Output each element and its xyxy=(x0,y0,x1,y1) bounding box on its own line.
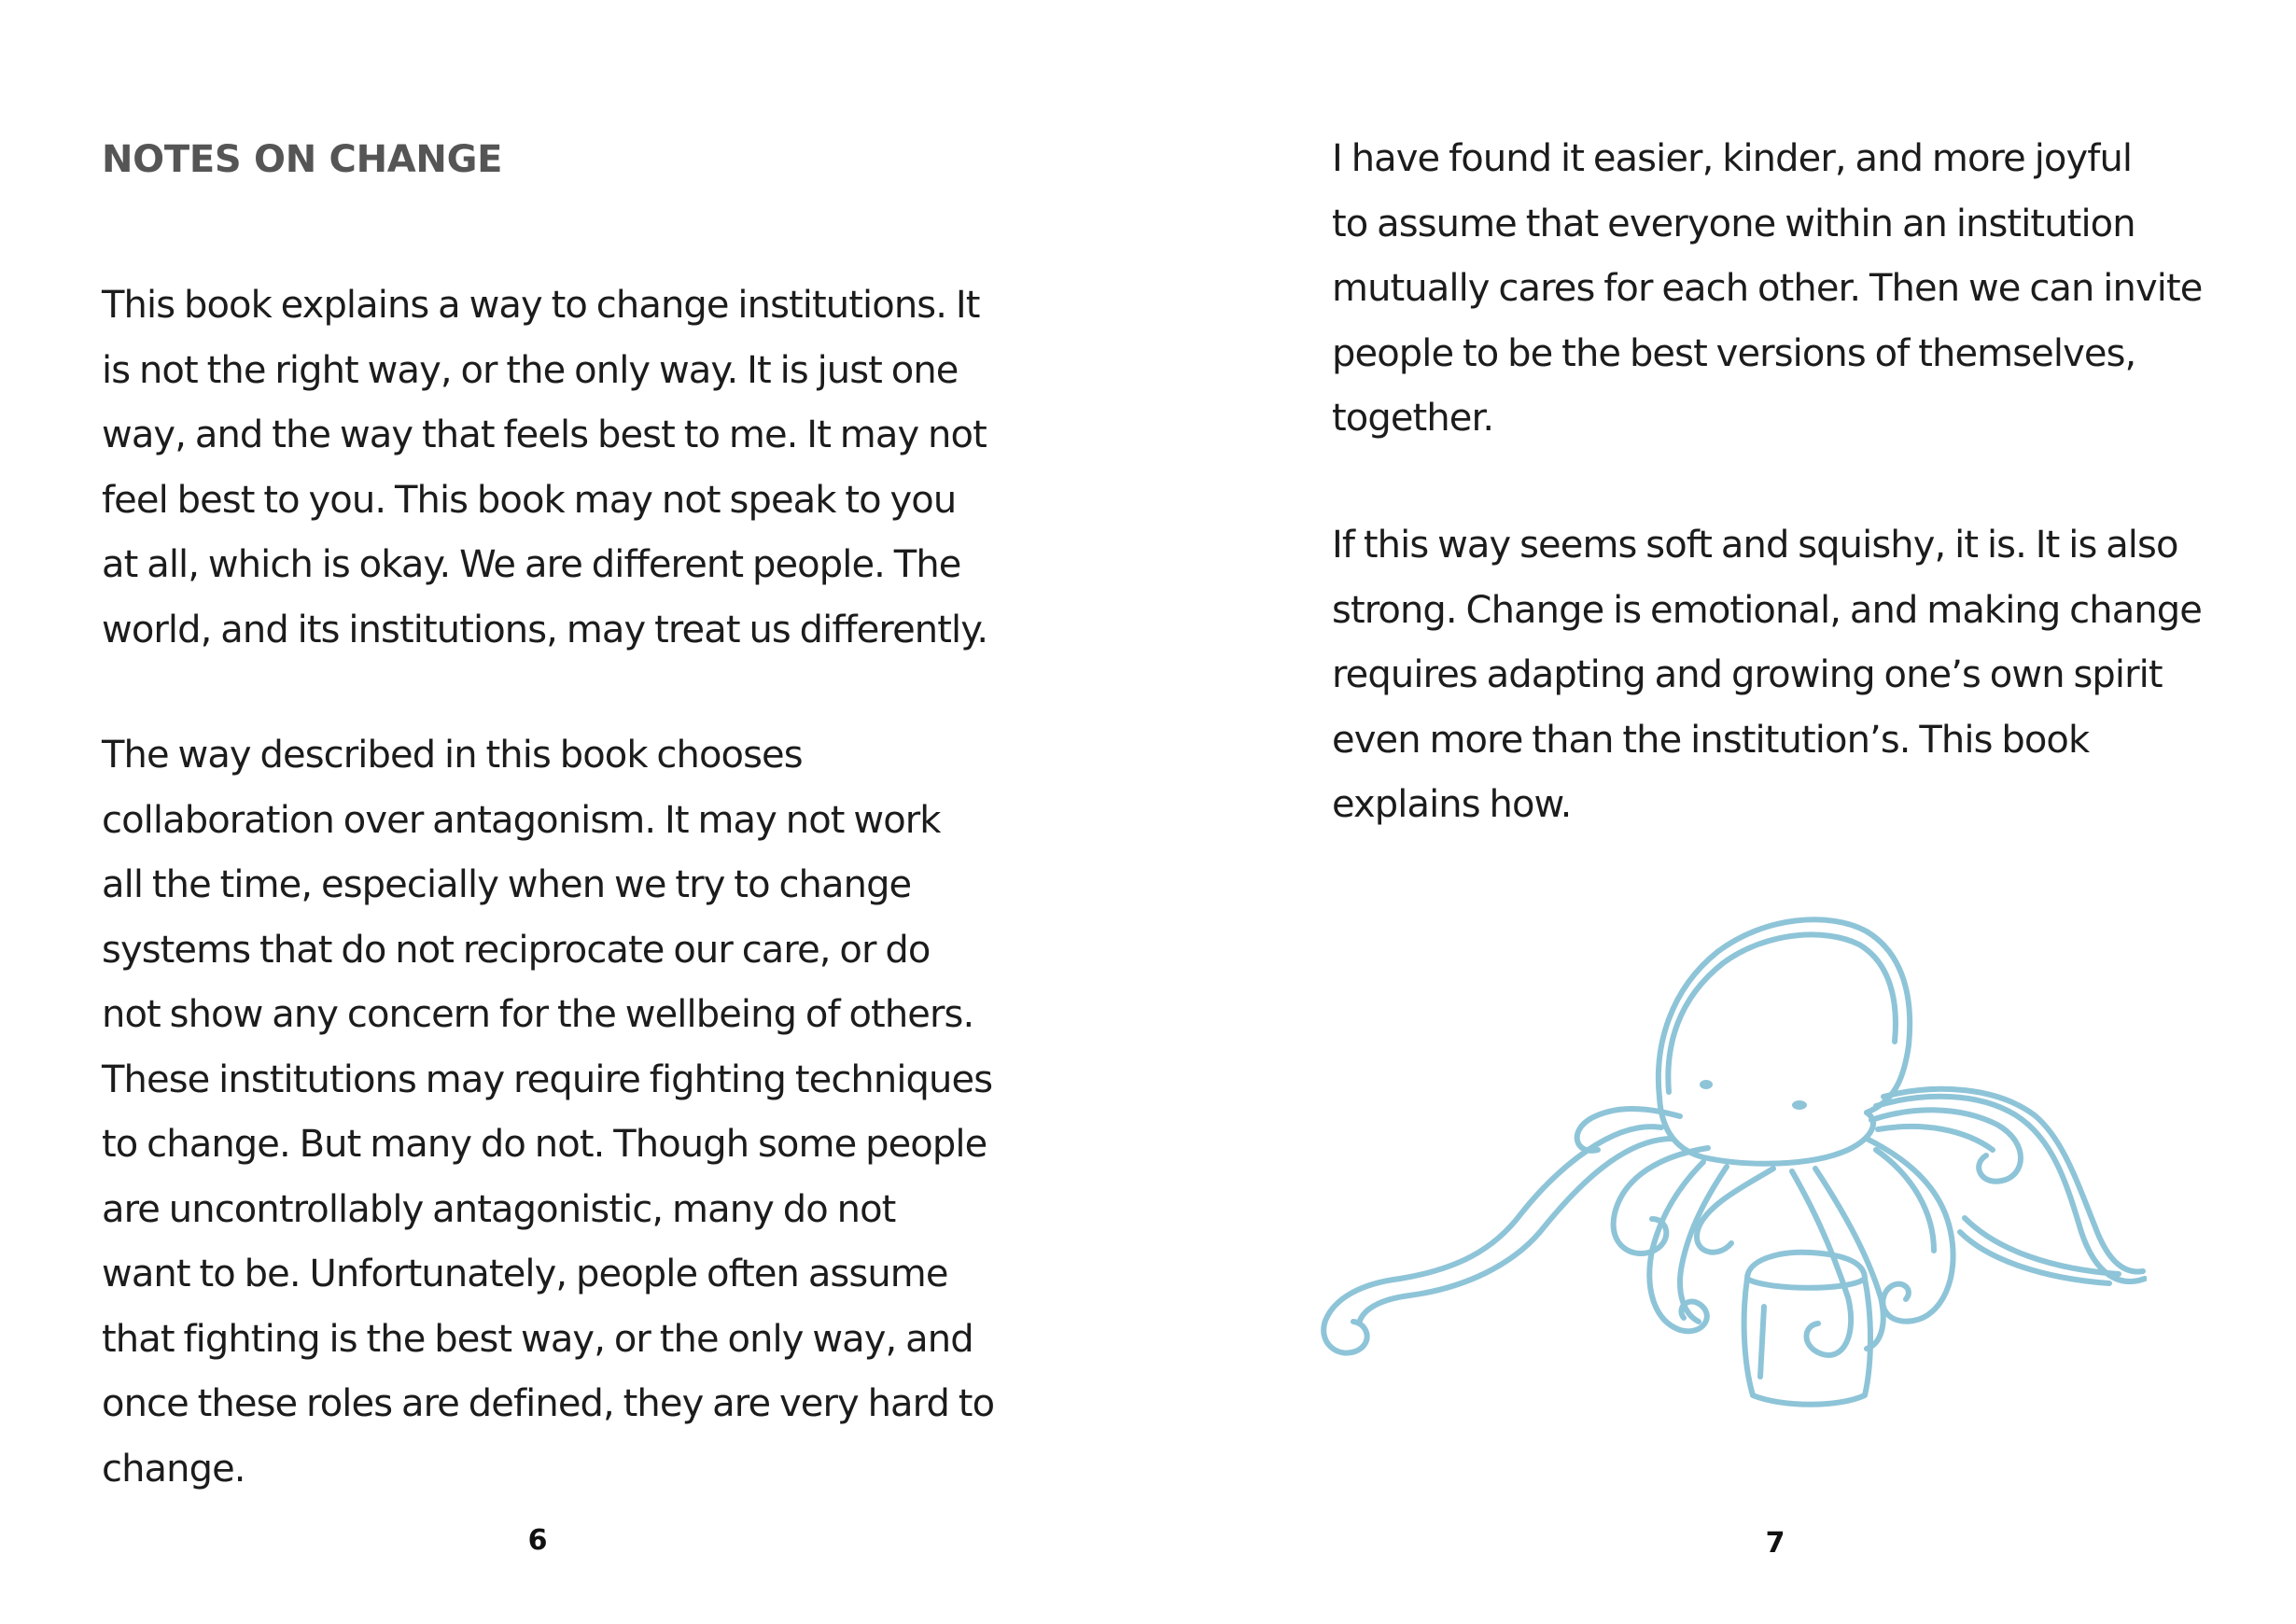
octopus-illustration-icon xyxy=(1307,905,2147,1409)
right-page xyxy=(1148,0,2296,1624)
left-paragraph-2: The way described in this book chooses collaboration over antagonism. It may not work all the time, especially when we try to change systems that do not reciprocate our care, or do not show any concern for the wellbeing of others. These institutions may require fighting techniques to change. But many do not. Though some people are uncontrollably antagonistic, many do not want to be. Unfortunately, people often assume that fighting is the best way, or the only way, and once these roles are defined, they are very hard to change. xyxy=(102,734,995,1491)
page-number-left: 6 xyxy=(527,1524,548,1557)
right-paragraph-1: I have found it easier, kinder, and more joyful to assume that everyone within an institution mutually cares for each other. Then we can invite people to be the best versions of themselves, together. xyxy=(1332,137,2203,440)
chapter-heading: NOTES ON CHANGE xyxy=(102,138,503,181)
page-number-right: 7 xyxy=(1765,1527,1785,1560)
right-paragraph-2: If this way seems soft and squishy, it is. It is also strong. Change is emotional, and making change requires adapting and growing one’s own spirit even more than the institution’s. This book explains how. xyxy=(1332,524,2202,826)
left-paragraph-1: This book explains a way to change institutions. It is not the right way, or the only way. It is just one way, and the way that feels best to me. It may not feel best to you. This book may not speak to you at all, which is okay. We are different people. The world, and its institutions, may treat us differently. xyxy=(102,284,988,651)
